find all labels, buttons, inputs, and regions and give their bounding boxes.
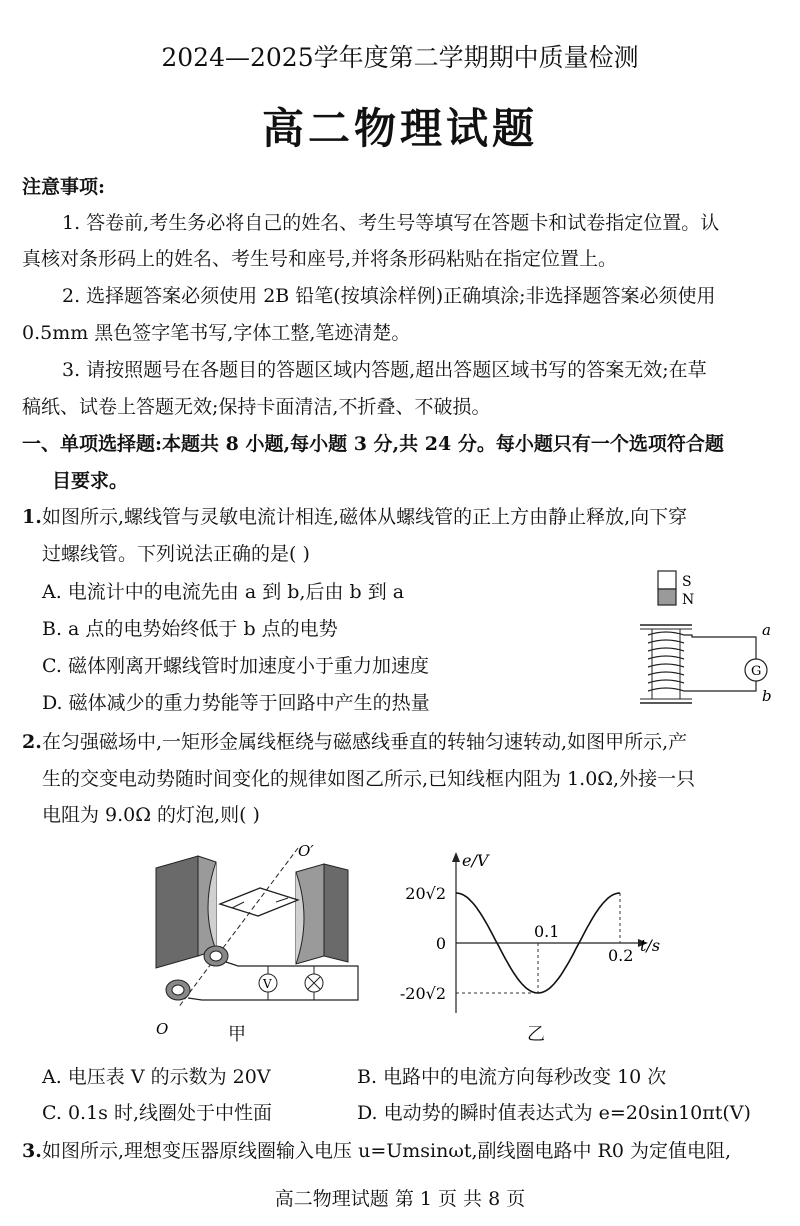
q1-option-c: C. 磁体刚离开螺线管时加速度小于重力加速度 xyxy=(42,655,429,677)
galvanometer-label: G xyxy=(751,664,762,679)
magnet-n-label: N xyxy=(682,592,695,608)
q2-stem: 在匀强磁场中,一矩形金属线框绕与磁感线垂直的转轴匀速转动,如图甲所示,产 xyxy=(42,731,688,753)
notice-item-3b: 稿纸、试卷上答题无效;保持卡面清洁,不折叠、不破损。 xyxy=(22,396,491,418)
q1-stem: 如图所示,螺线管与灵敏电流计相连,磁体从螺线管的正上方由静止释放,向下穿 xyxy=(42,506,688,528)
x-tick-label: 0.2 xyxy=(608,946,634,965)
q1-option-b: B. a 点的电势始终低于 b 点的电势 xyxy=(42,618,338,640)
y-tick-label: 20√2 xyxy=(405,884,446,903)
point-b-label: b xyxy=(762,687,772,705)
notice-item-2b: 0.5mm 黑色签字笔书写,字体工整,笔迹清楚。 xyxy=(22,322,411,344)
axis-top-label: O′ xyxy=(298,842,314,860)
emf-time-chart xyxy=(388,848,678,1023)
q2-number: 2. xyxy=(22,731,42,753)
section-heading-cont: 目要求。 xyxy=(52,470,129,492)
exam-header: 2024—2025学年度第二学期期中质量检测 xyxy=(161,43,639,72)
x-tick-label: 0.1 xyxy=(534,922,560,941)
q2-option-b: B. 电路中的电流方向每秒改变 10 次 xyxy=(357,1066,667,1088)
fig-jia-caption: 甲 xyxy=(228,1024,246,1045)
q2-option-a: A. 电压表 V 的示数为 20V xyxy=(42,1066,271,1088)
left-magnet-pole xyxy=(156,856,198,968)
y-tick-label: 0 xyxy=(435,934,446,953)
axis-bottom-label: O xyxy=(156,1020,169,1038)
fig-yi-caption: 乙 xyxy=(527,1024,545,1045)
q2-generator-figure xyxy=(148,838,368,1048)
y-tick-label: -20√2 xyxy=(399,984,446,1003)
q2-stem-cont1: 生的交变电动势随时间变化的规律如图乙所示,已知线框内阻为 1.0Ω,外接一只 xyxy=(42,768,696,790)
magnet-s-label: S xyxy=(682,574,692,590)
exam-title: 高二物理试题 xyxy=(261,104,538,153)
y-axis-label: e/V xyxy=(462,851,489,870)
notice-item-1b: 真核对条形码上的姓名、考生号和座号,并将条形码粘贴在指定位置上。 xyxy=(22,248,618,270)
q2-option-c: C. 0.1s 时,线圈处于中性面 xyxy=(42,1102,272,1124)
q1-stem-cont: 过螺线管。下列说法正确的是( ) xyxy=(42,543,310,565)
q2-option-d: D. 电动势的瞬时值表达式为 e=20sin10πt(V) xyxy=(357,1102,751,1124)
q2-stem-cont2: 电阻为 9.0Ω 的灯泡,则( ) xyxy=(42,804,260,826)
q1-option-a: A. 电流计中的电流先由 a 到 b,后由 b 到 a xyxy=(42,581,405,603)
page-footer: 高二物理试题 第 1 页 共 8 页 xyxy=(274,1188,526,1210)
notice-item-2a: 2. 选择题答案必须使用 2B 铅笔(按填涂样例)正确填涂;非选择题答案必须使用 xyxy=(62,285,716,307)
q1-option-d: D. 磁体减少的重力势能等于回路中产生的热量 xyxy=(42,692,430,714)
notice-item-1a: 1. 答卷前,考生务必将自己的姓名、考生号等填写在答题卡和试卷指定位置。认 xyxy=(62,212,720,234)
y-axis-arrow xyxy=(452,852,460,862)
notice-heading: 注意事项: xyxy=(22,176,106,198)
magnet-south-pole xyxy=(658,571,676,589)
coil-loop xyxy=(220,888,298,916)
notice-item-3a: 3. 请按照题号在各题目的答题区域内答题,超出答题区域书写的答案无效;在草 xyxy=(62,359,707,381)
q3-number: 3. xyxy=(22,1140,42,1162)
point-a-label: a xyxy=(762,621,771,639)
voltmeter-label: V xyxy=(263,977,272,991)
q3-stem: 如图所示,理想变压器原线圈输入电压 u=Umsinωt,副线圈电路中 R0 为定值电阻, xyxy=(42,1140,732,1162)
chart-axes xyxy=(400,851,660,1013)
magnet-north-pole xyxy=(658,589,676,605)
q1-solenoid-figure xyxy=(630,565,790,715)
x-axis-label: t/s xyxy=(640,936,661,955)
section-heading: 一、单项选择题:本题共 8 小题,每小题 3 分,共 24 分。每小题只有一个选项符合题 xyxy=(22,433,724,455)
q1-number: 1. xyxy=(22,506,42,528)
